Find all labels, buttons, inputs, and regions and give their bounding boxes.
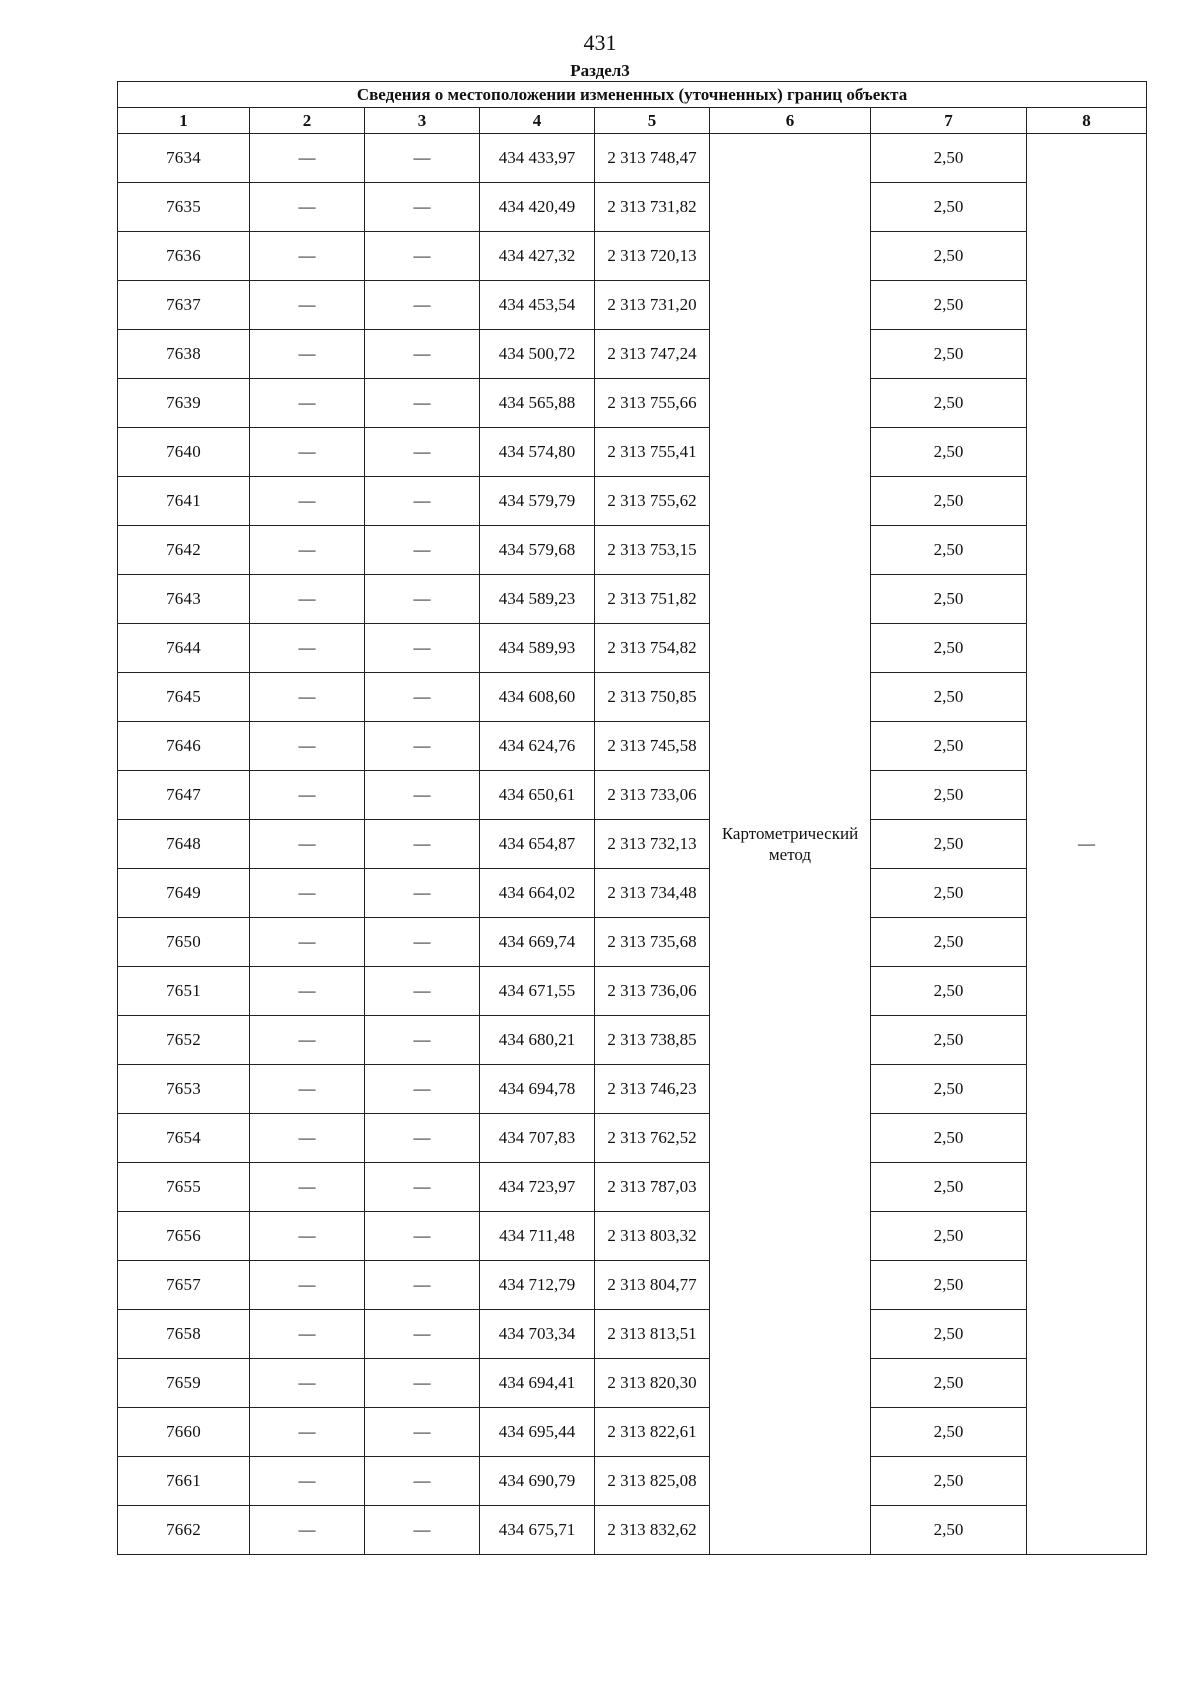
point-number-cell: 7639 xyxy=(118,379,250,428)
point-number-cell: 7647 xyxy=(118,771,250,820)
table-row xyxy=(118,1359,1147,1408)
empty-dash-cell: — xyxy=(365,232,480,281)
empty-dash-cell: — xyxy=(250,330,365,379)
empty-dash-cell: — xyxy=(365,673,480,722)
accuracy-cell: 2,50 xyxy=(871,820,1027,869)
empty-dash-cell: — xyxy=(250,134,365,183)
point-number-cell: 7640 xyxy=(118,428,250,477)
accuracy-cell: 2,50 xyxy=(871,1114,1027,1163)
y-coordinate-cell: 2 313 720,13 xyxy=(595,232,710,281)
empty-dash-cell: — xyxy=(365,967,480,1016)
x-coordinate-cell: 434 427,32 xyxy=(480,232,595,281)
accuracy-cell: 2,50 xyxy=(871,624,1027,673)
y-coordinate-cell: 2 313 753,15 xyxy=(595,526,710,575)
accuracy-cell: 2,50 xyxy=(871,1163,1027,1212)
accuracy-cell: 2,50 xyxy=(871,1065,1027,1114)
point-number-cell: 7651 xyxy=(118,967,250,1016)
accuracy-cell: 2,50 xyxy=(871,575,1027,624)
accuracy-cell: 2,50 xyxy=(871,1359,1027,1408)
y-coordinate-cell: 2 313 731,82 xyxy=(595,183,710,232)
empty-dash-cell: — xyxy=(250,232,365,281)
point-number-cell: 7657 xyxy=(118,1261,250,1310)
point-number-cell: 7637 xyxy=(118,281,250,330)
point-number-cell: 7654 xyxy=(118,1114,250,1163)
empty-dash-cell: — xyxy=(250,1065,365,1114)
table-row xyxy=(118,281,1147,330)
empty-dash-cell: — xyxy=(365,1114,480,1163)
empty-dash-cell: — xyxy=(250,183,365,232)
y-coordinate-cell: 2 313 736,06 xyxy=(595,967,710,1016)
table-row xyxy=(118,869,1147,918)
accuracy-cell: 2,50 xyxy=(871,134,1027,183)
x-coordinate-cell: 434 500,72 xyxy=(480,330,595,379)
column-number: 1 xyxy=(118,108,250,134)
column-number: 7 xyxy=(871,108,1027,134)
empty-dash-cell: — xyxy=(365,1163,480,1212)
point-number-cell: 7641 xyxy=(118,477,250,526)
accuracy-cell: 2,50 xyxy=(871,967,1027,1016)
y-coordinate-cell: 2 313 825,08 xyxy=(595,1457,710,1506)
point-number-cell: 7652 xyxy=(118,1016,250,1065)
x-coordinate-cell: 434 420,49 xyxy=(480,183,595,232)
table-row xyxy=(118,673,1147,722)
accuracy-cell: 2,50 xyxy=(871,428,1027,477)
empty-dash-cell: — xyxy=(365,428,480,477)
point-number-cell: 7645 xyxy=(118,673,250,722)
empty-dash-cell: — xyxy=(365,820,480,869)
empty-dash-cell: — xyxy=(365,771,480,820)
table-row xyxy=(118,624,1147,673)
point-number-cell: 7658 xyxy=(118,1310,250,1359)
accuracy-cell: 2,50 xyxy=(871,1016,1027,1065)
empty-dash-cell: — xyxy=(365,1506,480,1555)
y-coordinate-cell: 2 313 754,82 xyxy=(595,624,710,673)
empty-dash-cell: — xyxy=(365,1359,480,1408)
column-number: 4 xyxy=(480,108,595,134)
accuracy-cell: 2,50 xyxy=(871,1310,1027,1359)
table-row xyxy=(118,918,1147,967)
empty-dash-cell: — xyxy=(365,575,480,624)
table-body xyxy=(118,134,1147,1555)
y-coordinate-cell: 2 313 748,47 xyxy=(595,134,710,183)
x-coordinate-cell: 434 671,55 xyxy=(480,967,595,1016)
x-coordinate-cell: 434 433,97 xyxy=(480,134,595,183)
x-coordinate-cell: 434 694,78 xyxy=(480,1065,595,1114)
x-coordinate-cell: 434 574,80 xyxy=(480,428,595,477)
y-coordinate-cell: 2 313 755,41 xyxy=(595,428,710,477)
y-coordinate-cell: 2 313 735,68 xyxy=(595,918,710,967)
empty-dash-cell: — xyxy=(250,967,365,1016)
table-row xyxy=(118,1212,1147,1261)
y-coordinate-cell: 2 313 762,52 xyxy=(595,1114,710,1163)
accuracy-cell: 2,50 xyxy=(871,477,1027,526)
empty-dash-cell: — xyxy=(365,281,480,330)
point-number-cell: 7659 xyxy=(118,1359,250,1408)
table-row xyxy=(118,575,1147,624)
y-coordinate-cell: 2 313 755,66 xyxy=(595,379,710,428)
point-number-cell: 7646 xyxy=(118,722,250,771)
table-row xyxy=(118,1506,1147,1555)
empty-dash-cell: — xyxy=(250,1261,365,1310)
empty-dash-cell: — xyxy=(250,771,365,820)
x-coordinate-cell: 434 664,02 xyxy=(480,869,595,918)
table-row xyxy=(118,1261,1147,1310)
point-number-cell: 7643 xyxy=(118,575,250,624)
accuracy-cell: 2,50 xyxy=(871,232,1027,281)
empty-dash-cell: — xyxy=(365,477,480,526)
y-coordinate-cell: 2 313 751,82 xyxy=(595,575,710,624)
table-row xyxy=(118,1114,1147,1163)
empty-dash-cell: — xyxy=(365,1016,480,1065)
accuracy-cell: 2,50 xyxy=(871,1506,1027,1555)
table-row xyxy=(118,1163,1147,1212)
table-row xyxy=(118,183,1147,232)
table-row xyxy=(118,1457,1147,1506)
empty-dash-cell: — xyxy=(365,1065,480,1114)
accuracy-cell: 2,50 xyxy=(871,379,1027,428)
x-coordinate-cell: 434 453,54 xyxy=(480,281,595,330)
empty-dash-cell: — xyxy=(250,1408,365,1457)
point-number-cell: 7644 xyxy=(118,624,250,673)
point-number-cell: 7662 xyxy=(118,1506,250,1555)
x-coordinate-cell: 434 669,74 xyxy=(480,918,595,967)
empty-dash-cell: — xyxy=(365,1310,480,1359)
empty-dash-cell: — xyxy=(250,428,365,477)
x-coordinate-cell: 434 723,97 xyxy=(480,1163,595,1212)
y-coordinate-cell: 2 313 745,58 xyxy=(595,722,710,771)
table-row xyxy=(118,428,1147,477)
x-coordinate-cell: 434 675,71 xyxy=(480,1506,595,1555)
y-coordinate-cell: 2 313 820,30 xyxy=(595,1359,710,1408)
point-number-cell: 7649 xyxy=(118,869,250,918)
empty-dash-cell: — xyxy=(250,918,365,967)
column-number: 2 xyxy=(250,108,365,134)
accuracy-cell: 2,50 xyxy=(871,526,1027,575)
y-coordinate-cell: 2 313 734,48 xyxy=(595,869,710,918)
table-row xyxy=(118,526,1147,575)
x-coordinate-cell: 434 589,93 xyxy=(480,624,595,673)
y-coordinate-cell: 2 313 804,77 xyxy=(595,1261,710,1310)
empty-dash-cell: — xyxy=(250,526,365,575)
y-coordinate-cell: 2 313 803,32 xyxy=(595,1212,710,1261)
point-number-cell: 7661 xyxy=(118,1457,250,1506)
empty-dash-cell: — xyxy=(365,624,480,673)
empty-dash-cell: — xyxy=(250,1310,365,1359)
empty-dash-cell: — xyxy=(365,1408,480,1457)
table-row xyxy=(118,1065,1147,1114)
accuracy-cell: 2,50 xyxy=(871,183,1027,232)
point-number-cell: 7648 xyxy=(118,820,250,869)
point-number-cell: 7653 xyxy=(118,1065,250,1114)
empty-dash-cell: — xyxy=(365,869,480,918)
accuracy-cell: 2,50 xyxy=(871,1261,1027,1310)
empty-dash-cell: — xyxy=(365,526,480,575)
column-number: 5 xyxy=(595,108,710,134)
x-coordinate-cell: 434 579,79 xyxy=(480,477,595,526)
empty-dash-cell: — xyxy=(365,330,480,379)
empty-dash-cell: — xyxy=(365,722,480,771)
table-row xyxy=(118,771,1147,820)
accuracy-cell: 2,50 xyxy=(871,673,1027,722)
empty-dash-cell: — xyxy=(250,624,365,673)
x-coordinate-cell: 434 703,34 xyxy=(480,1310,595,1359)
accuracy-cell: 2,50 xyxy=(871,281,1027,330)
empty-dash-cell: — xyxy=(250,1506,365,1555)
point-number-cell: 7660 xyxy=(118,1408,250,1457)
x-coordinate-cell: 434 712,79 xyxy=(480,1261,595,1310)
y-coordinate-cell: 2 313 787,03 xyxy=(595,1163,710,1212)
empty-dash-cell: — xyxy=(250,281,365,330)
empty-dash-cell: — xyxy=(250,1016,365,1065)
x-coordinate-cell: 434 680,21 xyxy=(480,1016,595,1065)
column-number: 8 xyxy=(1027,108,1147,134)
point-number-cell: 7642 xyxy=(118,526,250,575)
empty-dash-cell: — xyxy=(365,183,480,232)
empty-dash-cell: — xyxy=(250,477,365,526)
x-coordinate-cell: 434 695,44 xyxy=(480,1408,595,1457)
column-number: 3 xyxy=(365,108,480,134)
x-coordinate-cell: 434 654,87 xyxy=(480,820,595,869)
point-number-cell: 7650 xyxy=(118,918,250,967)
y-coordinate-cell: 2 313 738,85 xyxy=(595,1016,710,1065)
y-coordinate-cell: 2 313 731,20 xyxy=(595,281,710,330)
x-coordinate-cell: 434 707,83 xyxy=(480,1114,595,1163)
table-row xyxy=(118,379,1147,428)
empty-dash-cell: — xyxy=(250,1457,365,1506)
empty-dash-cell: — xyxy=(250,379,365,428)
accuracy-cell: 2,50 xyxy=(871,330,1027,379)
accuracy-cell: 2,50 xyxy=(871,1408,1027,1457)
accuracy-cell: 2,50 xyxy=(871,918,1027,967)
point-number-cell: 7638 xyxy=(118,330,250,379)
point-number-cell: 7636 xyxy=(118,232,250,281)
accuracy-cell: 2,50 xyxy=(871,869,1027,918)
empty-dash-cell: — xyxy=(250,575,365,624)
column-number: 6 xyxy=(710,108,871,134)
x-coordinate-cell: 434 624,76 xyxy=(480,722,595,771)
empty-dash-cell: — xyxy=(250,869,365,918)
empty-dash-cell: — xyxy=(250,1212,365,1261)
empty-dash-cell: — xyxy=(250,673,365,722)
page-number: 431 xyxy=(583,30,617,55)
accuracy-cell: 2,50 xyxy=(871,1212,1027,1261)
empty-dash-cell: — xyxy=(365,1457,480,1506)
x-coordinate-cell: 434 650,61 xyxy=(480,771,595,820)
y-coordinate-cell: 2 313 733,06 xyxy=(595,771,710,820)
y-coordinate-cell: 2 313 746,23 xyxy=(595,1065,710,1114)
empty-dash-cell: — xyxy=(250,1359,365,1408)
table-row xyxy=(118,722,1147,771)
accuracy-cell: 2,50 xyxy=(871,1457,1027,1506)
empty-dash-cell: — xyxy=(365,1261,480,1310)
column-8-cell: — xyxy=(1027,134,1147,1555)
point-number-cell: 7635 xyxy=(118,183,250,232)
section-title: Раздел3 xyxy=(570,61,630,80)
empty-dash-cell: — xyxy=(250,1163,365,1212)
table-caption: Сведения о местоположении измененных (уточненных) границ объекта xyxy=(118,82,1147,108)
column-number-row xyxy=(118,108,1147,134)
table-row xyxy=(118,1016,1147,1065)
y-coordinate-cell: 2 313 747,24 xyxy=(595,330,710,379)
table-row xyxy=(118,232,1147,281)
method-cell: Картометрический метод xyxy=(710,134,871,1555)
y-coordinate-cell: 2 313 813,51 xyxy=(595,1310,710,1359)
x-coordinate-cell: 434 608,60 xyxy=(480,673,595,722)
empty-dash-cell: — xyxy=(250,1114,365,1163)
point-number-cell: 7634 xyxy=(118,134,250,183)
x-coordinate-cell: 434 694,41 xyxy=(480,1359,595,1408)
y-coordinate-cell: 2 313 750,85 xyxy=(595,673,710,722)
empty-dash-cell: — xyxy=(365,134,480,183)
point-number-cell: 7656 xyxy=(118,1212,250,1261)
table-row xyxy=(118,967,1147,1016)
empty-dash-cell: — xyxy=(365,918,480,967)
point-number-cell: 7655 xyxy=(118,1163,250,1212)
table-row xyxy=(118,330,1147,379)
y-coordinate-cell: 2 313 732,13 xyxy=(595,820,710,869)
x-coordinate-cell: 434 711,48 xyxy=(480,1212,595,1261)
x-coordinate-cell: 434 565,88 xyxy=(480,379,595,428)
table-row xyxy=(118,820,1147,869)
empty-dash-cell: — xyxy=(250,722,365,771)
table-row xyxy=(118,477,1147,526)
coordinates-table xyxy=(117,81,1147,1555)
x-coordinate-cell: 434 690,79 xyxy=(480,1457,595,1506)
accuracy-cell: 2,50 xyxy=(871,722,1027,771)
accuracy-cell: 2,50 xyxy=(871,771,1027,820)
y-coordinate-cell: 2 313 832,62 xyxy=(595,1506,710,1555)
empty-dash-cell: — xyxy=(365,379,480,428)
table-row xyxy=(118,1408,1147,1457)
y-coordinate-cell: 2 313 755,62 xyxy=(595,477,710,526)
empty-dash-cell: — xyxy=(365,1212,480,1261)
table-row xyxy=(118,1310,1147,1359)
table-row xyxy=(118,134,1147,183)
empty-dash-cell: — xyxy=(250,820,365,869)
x-coordinate-cell: 434 579,68 xyxy=(480,526,595,575)
x-coordinate-cell: 434 589,23 xyxy=(480,575,595,624)
y-coordinate-cell: 2 313 822,61 xyxy=(595,1408,710,1457)
